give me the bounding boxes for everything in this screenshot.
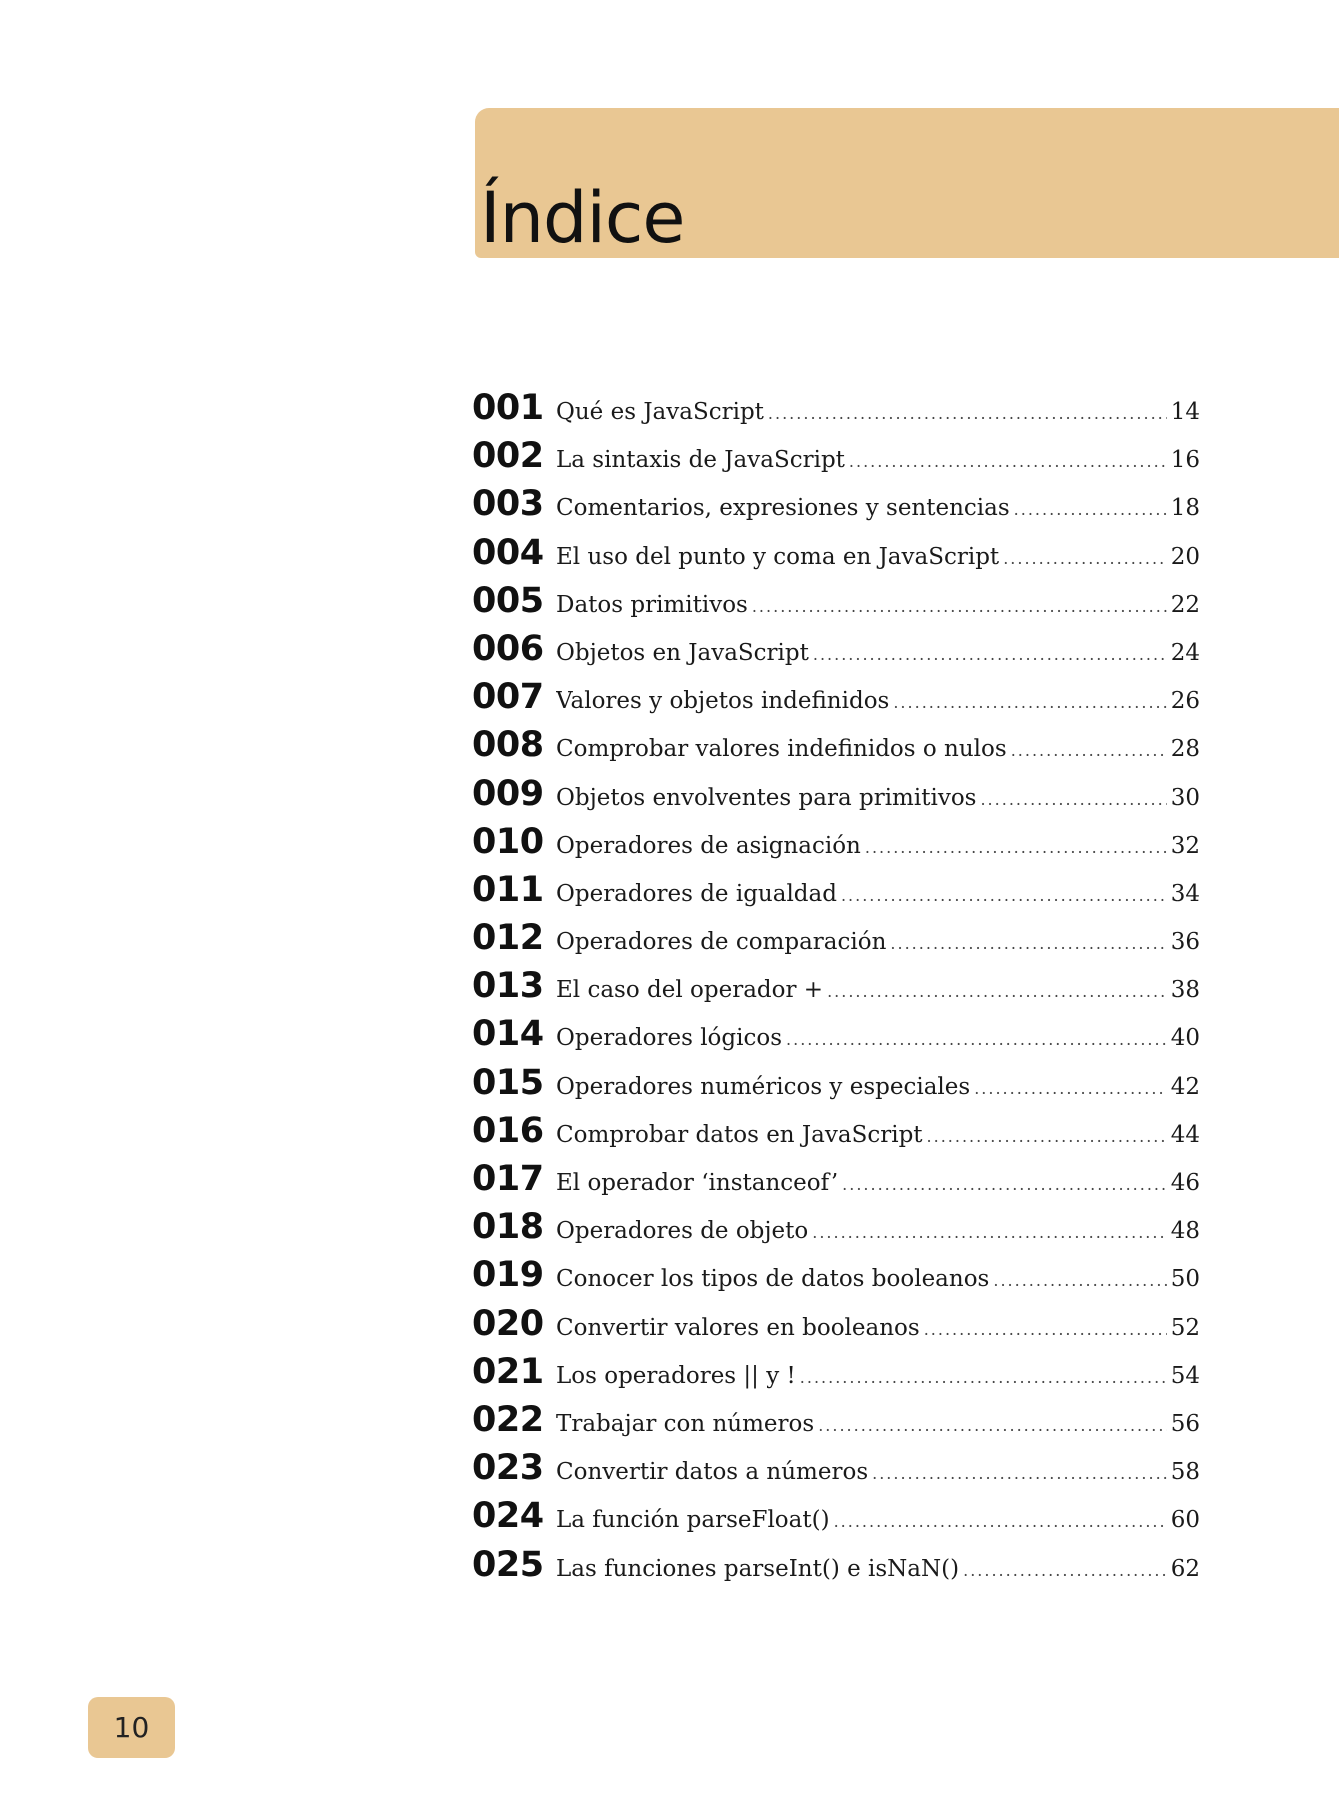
toc-entry-title: Operadores de igualdad — [556, 880, 837, 907]
toc-entry-page: 58 — [1170, 1459, 1200, 1486]
page-number: 10 — [113, 1711, 150, 1744]
toc-entry[interactable] — [472, 870, 1200, 918]
toc-entry-title: El uso del punto y coma en JavaScript — [556, 543, 1000, 570]
page-number-badge — [88, 1697, 175, 1758]
toc-entry-number: 013 — [472, 966, 544, 1007]
dot-leader — [1003, 549, 1167, 568]
table-of-contents — [472, 388, 1200, 1593]
toc-entry[interactable] — [472, 436, 1200, 484]
toc-entry-title: Operadores de asignación — [556, 832, 861, 859]
toc-entry-page: 34 — [1170, 880, 1200, 907]
toc-entry-number: 025 — [472, 1544, 544, 1585]
toc-entry-page: 52 — [1170, 1314, 1200, 1341]
toc-entry[interactable] — [472, 1400, 1200, 1448]
toc-entry[interactable] — [472, 822, 1200, 870]
toc-entry-number: 010 — [472, 821, 544, 862]
dot-leader — [786, 1030, 1167, 1049]
toc-entry-page: 46 — [1170, 1170, 1200, 1196]
toc-entry-page: 50 — [1170, 1266, 1200, 1293]
toc-entry-title: Objetos en JavaScript — [556, 639, 809, 666]
dot-leader — [813, 645, 1167, 664]
toc-entry[interactable] — [472, 484, 1200, 532]
toc-entry-page: 24 — [1170, 639, 1200, 666]
toc-entry-page: 26 — [1170, 688, 1200, 715]
toc-entry-title: Conocer los tipos de datos booleanos — [556, 1266, 990, 1293]
toc-entry[interactable] — [472, 1207, 1200, 1255]
toc-entry-page: 22 — [1170, 591, 1200, 618]
toc-entry-page: 56 — [1170, 1410, 1200, 1437]
toc-entry-number: 019 — [472, 1255, 544, 1296]
toc-entry-number: 021 — [472, 1351, 544, 1392]
toc-entry-number: 016 — [472, 1110, 544, 1151]
toc-entry-page: 62 — [1170, 1555, 1200, 1582]
toc-entry-title: Operadores lógicos — [556, 1025, 783, 1052]
toc-entry-number: 014 — [472, 1014, 544, 1055]
toc-entry-number: 011 — [472, 869, 544, 910]
toc-entry[interactable] — [472, 1545, 1200, 1593]
dot-leader — [834, 1512, 1167, 1531]
toc-entry-title: Comprobar datos en JavaScript — [556, 1121, 923, 1148]
toc-entry-page: 30 — [1170, 784, 1200, 811]
toc-entry-page: 38 — [1170, 977, 1200, 1004]
dot-leader — [872, 1464, 1167, 1483]
toc-entry-title: Datos primitivos — [556, 591, 748, 618]
toc-entry[interactable] — [472, 1352, 1200, 1400]
dot-leader — [818, 1416, 1167, 1435]
toc-entry-page: 20 — [1170, 543, 1200, 570]
toc-entry-number: 008 — [472, 725, 544, 766]
toc-entry-page: 54 — [1170, 1362, 1200, 1389]
toc-entry-title: Valores y objetos indefinidos — [556, 688, 890, 715]
dot-leader — [800, 1368, 1167, 1387]
toc-entry-number: 022 — [472, 1399, 544, 1440]
toc-entry-title: Las funciones parseInt() e isNaN() — [556, 1555, 960, 1582]
toc-entry-number: 003 — [472, 484, 544, 525]
toc-entry[interactable] — [472, 533, 1200, 581]
toc-entry-title: La función parseFloat() — [556, 1507, 830, 1534]
dot-leader — [924, 1320, 1167, 1339]
toc-entry-page: 28 — [1170, 736, 1200, 763]
toc-entry-number: 005 — [472, 580, 544, 621]
toc-entry[interactable] — [472, 629, 1200, 677]
toc-entry-title: Qué es JavaScript — [556, 399, 764, 425]
dot-leader — [890, 934, 1166, 953]
toc-entry-page: 42 — [1170, 1073, 1200, 1100]
toc-entry-title: Objetos envolventes para primitivos — [556, 784, 977, 811]
toc-entry-title: Comentarios, expresiones y sentencias — [556, 495, 1010, 522]
toc-entry[interactable] — [472, 388, 1200, 436]
toc-entry-title: Comprobar valores indefinidos o nulos — [556, 736, 1007, 763]
dot-leader — [1014, 500, 1167, 519]
dot-leader — [963, 1561, 1167, 1580]
toc-entry[interactable] — [472, 1255, 1200, 1303]
dot-leader — [849, 452, 1167, 471]
dot-leader — [980, 790, 1166, 809]
toc-entry-number: 001 — [472, 388, 544, 428]
toc-entry[interactable] — [472, 1304, 1200, 1352]
toc-entry-title: Convertir datos a números — [556, 1459, 869, 1486]
toc-entry-number: 023 — [472, 1448, 544, 1489]
dot-leader — [1011, 741, 1167, 760]
toc-entry-page: 60 — [1170, 1507, 1200, 1534]
toc-entry[interactable] — [472, 774, 1200, 822]
toc-entry-title: Los operadores || y ! — [556, 1362, 796, 1389]
page-title: Índice — [480, 177, 685, 259]
dot-leader — [812, 1223, 1166, 1242]
toc-entry-page: 14 — [1170, 399, 1200, 425]
toc-entry-number: 018 — [472, 1207, 544, 1248]
toc-entry-number: 007 — [472, 677, 544, 718]
toc-entry-number: 015 — [472, 1062, 544, 1103]
toc-entry-title: La sintaxis de JavaScript — [556, 447, 845, 474]
toc-entry-page: 32 — [1170, 832, 1200, 859]
toc-entry[interactable] — [472, 581, 1200, 629]
toc-entry-page: 18 — [1170, 495, 1200, 522]
dot-leader — [841, 886, 1167, 905]
toc-entry[interactable] — [472, 918, 1200, 966]
toc-entry[interactable] — [472, 725, 1200, 773]
dot-leader — [827, 982, 1167, 1001]
toc-entry-number: 012 — [472, 918, 544, 959]
toc-entry-title: El caso del operador + — [556, 977, 824, 1004]
toc-entry[interactable] — [472, 1496, 1200, 1544]
toc-entry-number: 002 — [472, 436, 544, 477]
toc-entry[interactable] — [472, 677, 1200, 725]
toc-entry[interactable] — [472, 1014, 1200, 1062]
toc-entry-number: 006 — [472, 628, 544, 669]
toc-entry-title: Operadores numéricos y especiales — [556, 1073, 971, 1100]
dot-leader — [893, 693, 1166, 712]
toc-entry[interactable] — [472, 966, 1200, 1014]
toc-entry-title: Trabajar con números — [556, 1410, 815, 1437]
toc-entry-page: 48 — [1170, 1218, 1200, 1245]
dot-leader — [927, 1127, 1167, 1146]
toc-entry-number: 020 — [472, 1303, 544, 1344]
toc-entry-page: 40 — [1170, 1025, 1200, 1052]
dot-leader — [752, 597, 1167, 616]
dot-leader — [842, 1175, 1167, 1194]
toc-entry-number: 024 — [472, 1496, 544, 1537]
dot-leader — [993, 1271, 1166, 1290]
dot-leader — [865, 838, 1167, 857]
toc-entry-page: 16 — [1170, 447, 1200, 474]
toc-entry-title: Convertir valores en booleanos — [556, 1314, 920, 1341]
toc-entry-title: Operadores de objeto — [556, 1218, 809, 1245]
toc-entry[interactable] — [472, 1111, 1200, 1159]
toc-entry[interactable] — [472, 1063, 1200, 1111]
toc-entry-number: 004 — [472, 532, 544, 573]
toc-entry-page: 36 — [1170, 929, 1200, 956]
toc-entry-number: 009 — [472, 773, 544, 814]
toc-entry[interactable] — [472, 1448, 1200, 1496]
toc-entry[interactable] — [472, 1159, 1200, 1207]
toc-entry-title: El operador ‘instanceof’ — [556, 1170, 839, 1196]
dot-leader — [974, 1079, 1167, 1098]
toc-entry-page: 44 — [1170, 1121, 1200, 1148]
dot-leader — [768, 404, 1167, 423]
toc-entry-title: Operadores de comparación — [556, 929, 887, 956]
toc-entry-number: 017 — [472, 1159, 544, 1199]
